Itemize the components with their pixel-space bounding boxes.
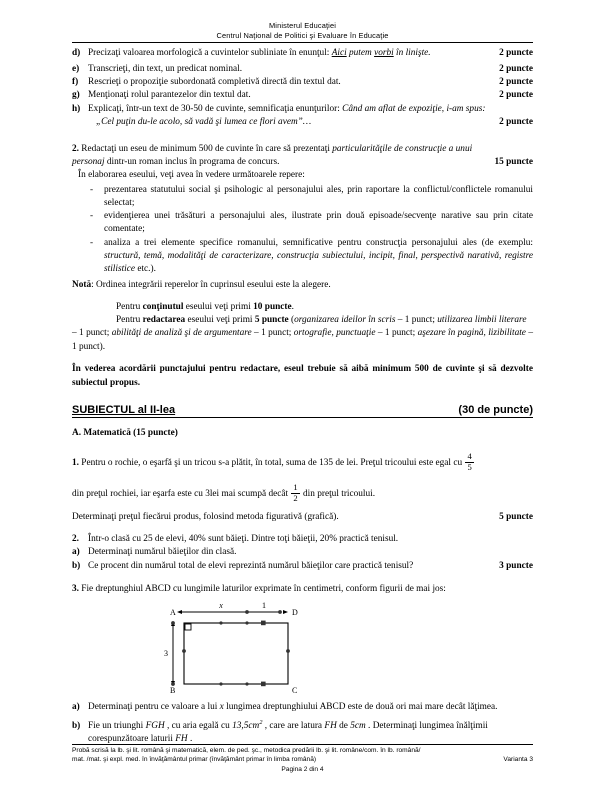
bullet-text-pre: analiza a trei elemente specifice romanului, semnificative pentru construcţia personajului ales (de exemplu: xyxy=(104,237,533,248)
math-problem-3-a xyxy=(72,701,533,714)
svg-text:B: B xyxy=(170,685,176,695)
question-item-d xyxy=(72,47,533,60)
problem-number: 2. xyxy=(72,533,79,544)
math-problem-2-a xyxy=(72,546,533,559)
math-problem-2 xyxy=(72,533,533,546)
math-problem-3 xyxy=(72,583,533,596)
header-center: Centrul Naţional de Politici şi Evaluare în Educaţie xyxy=(216,30,389,40)
points-value: 5 puncte xyxy=(499,511,533,522)
subject-points: (30 de puncte) xyxy=(458,404,533,417)
sub-question-text: Determinaţi numărul băieţilor din clasă. xyxy=(88,547,237,558)
sep-1: – 1 punct; xyxy=(395,315,438,326)
scoring-pre: Pentru xyxy=(116,301,143,312)
sub-b-3: de xyxy=(336,721,351,732)
footer-main-row xyxy=(72,746,533,764)
task-lead-italic: particularităţile de construcţie a unui xyxy=(332,143,473,154)
problem-number: 3. xyxy=(72,584,79,595)
points-value: 2 puncte xyxy=(499,63,533,74)
bullet-text-italic: structură, temă, modalităţi de caracterizare, construcţia subiectului, incipit, final, perspectivă narativă, registre stilistice xyxy=(104,250,533,275)
question-text xyxy=(88,47,487,60)
task-lead-a: Redactaţi un eseu de minimum 500 de cuvinte în care să prezentaţi xyxy=(78,143,333,154)
scoring-mid: eseului veţi primi xyxy=(183,301,254,312)
problem-number: 1. xyxy=(72,457,79,468)
task-lead-b: dintr-un roman inclus în programa de concurs. xyxy=(104,157,280,168)
task-2-lead xyxy=(72,143,533,156)
criterion-4: ortografie, punctuaţie xyxy=(293,328,376,339)
points-value: 2 puncte xyxy=(499,48,533,59)
task-2-intro: În elaborarea eseului, veţi avea în vedere următoarele repere: xyxy=(78,170,305,181)
sub-b-4: . Determinaţi lungimea înălţimii corespunzătoare laturii xyxy=(88,721,488,745)
fraction-numerator: 1 xyxy=(293,482,298,493)
bullet-text: evidenţierea unei trăsături a personajului ales, ilustrate prin două episoade/secvenţe narative sau prin citate comentate; xyxy=(104,211,533,235)
task-number: 2. xyxy=(72,143,79,154)
document-page xyxy=(72,0,533,789)
problem-3-stem: Fie dreptunghiul ABCD cu lungimile laturilor exprimate în centimetri, conform figurii de mai jos: xyxy=(78,584,446,595)
bullet-text xyxy=(104,237,533,277)
note-text: : Ordinea integrării reperelor în cuprinsul eseului este la alegere. xyxy=(91,280,331,291)
question-letter: e) xyxy=(72,63,80,74)
sub-b-1: , cu aria egală cu xyxy=(164,721,233,732)
question-letter: h) xyxy=(72,103,81,114)
scoring-bold-2: 10 puncte xyxy=(253,301,292,312)
scoring-bold-1: conţinutul xyxy=(142,301,184,312)
problem-1-text-b3: mai scumpă decât xyxy=(219,488,291,499)
sep-5: – 1 punct). xyxy=(72,328,533,352)
side-length-value: 5cm xyxy=(350,721,366,732)
note-line xyxy=(72,279,533,292)
quote-lead: Când am aflat de expoziţie, i-am spus: xyxy=(342,103,486,114)
subject-title: SUBIECTUL al II-lea xyxy=(72,404,176,417)
question-letter: g) xyxy=(72,90,80,101)
svg-text:3: 3 xyxy=(164,648,168,658)
scoring2-bold-1: redactarea xyxy=(142,315,186,326)
criterion-2: utilizarea limbii literare xyxy=(437,315,527,326)
sub-question-letter: b) xyxy=(72,721,81,732)
bullet-item xyxy=(72,184,533,210)
svg-text:1: 1 xyxy=(262,600,266,610)
dash-marker: - xyxy=(90,237,94,248)
question-text-plain: Explicaţi, într-un text de 30-50 de cuvinte, semnificaţia enunţurilor: xyxy=(88,103,343,114)
sub-question-letter: a) xyxy=(72,547,80,558)
criterion-1: organizarea ideilor în scris xyxy=(294,315,396,326)
problem-1-text-c: din preţul tricoului. xyxy=(300,488,376,499)
sub-question-text xyxy=(88,701,533,714)
side-fh-2: FH xyxy=(175,734,188,745)
points-value: 3 puncte xyxy=(499,560,533,571)
dash-marker: - xyxy=(90,184,94,195)
document-footer xyxy=(72,744,533,774)
footer-description xyxy=(72,746,495,764)
problem-1-instruction-text: Determinaţi preţul fiecărui produs, folosind metoda figurativă (grafică). xyxy=(72,511,339,522)
italic-seg-1: putem xyxy=(346,48,375,59)
svg-text:D: D xyxy=(292,607,298,617)
question-item-f xyxy=(72,76,533,89)
question-text: Menţionaţi rolul parantezelor din textul dat. xyxy=(88,90,251,101)
fraction-denominator: 5 xyxy=(467,461,472,472)
criterion-3: abilităţi de analiză şi de argumentare xyxy=(111,328,252,339)
sub-question-letter: b) xyxy=(72,560,81,571)
problem-1-text: Pentru o rochie, o eşarfă şi un tricou s-a plătit, în total, suma de 135 de lei. Preţul tricoului este egal cu xyxy=(78,457,465,468)
variable-x: x xyxy=(219,701,224,712)
points-value: 15 puncte xyxy=(494,157,533,168)
variant-label: Varianta 3 xyxy=(503,756,533,763)
fraction-four-fifths xyxy=(465,452,473,472)
header-ministry: Ministerul Educaţiei xyxy=(268,21,337,30)
sep-3: – 1 punct; xyxy=(251,328,294,339)
bullet-text: prezentarea statutului social şi psihologic al personajului ales, prin raportare la conflictul/conflictele romanului selectat; xyxy=(104,184,533,209)
side-fh-1: FH xyxy=(324,721,337,732)
points-value: 2 puncte xyxy=(499,77,533,87)
rectangle-figure xyxy=(72,600,533,699)
svg-text:C: C xyxy=(292,685,298,695)
scoring2-bold-2: 5 puncte xyxy=(254,315,289,326)
underlined-word-1: Aici xyxy=(331,48,347,59)
math-problem-1-instruction xyxy=(72,511,533,524)
task-lead-italic2: personaj xyxy=(72,157,105,168)
scoring-content-line xyxy=(72,301,533,314)
note-label: Notă xyxy=(72,280,92,291)
task-lead-line2 xyxy=(72,156,487,169)
requirement-text: În vederea acordării punctajului pentru redactare, eseul trebuie să aibă minimum 500 de cuvinte şi să dezvolte subiectul propus. xyxy=(72,364,533,388)
scoring-redaction-cont xyxy=(72,327,533,354)
bullet-text-post: etc.). xyxy=(135,264,156,275)
footer-line-2: mat. /mat. şi expl. med. în învăţământul primar (învăţământ primar în limba română) xyxy=(72,756,317,763)
scoring-post: . xyxy=(291,301,294,312)
question-text: Transcrieţi, din text, un predicat nominal. xyxy=(88,63,243,74)
quote-text: „Cel puţin du-le acolo, să vadă şi lumea ce flori avem”… xyxy=(96,117,312,128)
question-letter: f) xyxy=(72,77,79,87)
math-section-heading: A. Matematică (15 puncte) xyxy=(72,428,178,439)
scoring2-pre: Pentru xyxy=(116,315,143,326)
question-item-h-continuation xyxy=(72,116,533,129)
problem-2-stem: Într-o clasă cu 25 de elevi, 40% sunt băieţi. Dintre toţi băieţii, 20% practică tenisul. xyxy=(88,533,399,544)
scoring-redaction-line xyxy=(72,314,533,327)
criterion-5: aşezare în pagină, lizibilitate xyxy=(417,328,526,339)
fraction-one-half xyxy=(291,483,299,503)
math-problem-1-cont xyxy=(72,484,533,504)
sub-question-text: Ce procent din numărul total de elevi reprezintă numărul băieţilor care practică tenisul? xyxy=(88,560,414,571)
sub-b-pre: Fie un triunghi xyxy=(88,721,146,732)
problem-1-text-b: din preţul rochiei, iar eşarfa este cu xyxy=(72,488,206,499)
svg-text:x: x xyxy=(219,600,223,610)
task-2-lead-line2 xyxy=(72,156,533,169)
sub-question-letter: a) xyxy=(72,701,80,712)
math-problem-3-b xyxy=(72,716,533,747)
points-value: 2 puncte xyxy=(499,90,533,101)
subject-2-heading xyxy=(72,404,533,418)
math-problem-2-b xyxy=(72,560,533,573)
math-problem-1 xyxy=(72,453,533,473)
question-item-g xyxy=(72,89,533,102)
question-item-h xyxy=(72,103,533,116)
area-value: 13,5cm xyxy=(232,721,260,732)
sub-a-post: lungimea dreptunghiului ABCD este de două ori mai mare decât lăţimea. xyxy=(223,701,498,712)
fraction-numerator: 4 xyxy=(467,451,472,462)
document-header xyxy=(72,0,533,43)
area-exponent: 2 xyxy=(259,718,263,726)
footer-divider xyxy=(72,744,533,745)
page-number: Pagina 2 din 4 xyxy=(281,766,324,773)
triangle-fgh-1: FGH xyxy=(145,721,165,732)
question-letter: d) xyxy=(72,48,81,59)
fraction-denominator: 2 xyxy=(293,492,298,503)
italic-seg-2: în linişte. xyxy=(393,48,431,59)
scoring2-mid: eseului veţi primi xyxy=(185,315,255,326)
sub-b-2: , care are latura xyxy=(262,721,325,732)
question-text-plain: Precizaţi valoarea morfologică a cuvintelor subliniate în enunţul: xyxy=(88,48,332,59)
question-text xyxy=(88,103,533,116)
header-divider xyxy=(72,42,533,43)
sep-4: – 1 punct; xyxy=(375,328,418,339)
bullet-item xyxy=(72,237,533,277)
problem-1-value-3lei: 3lei xyxy=(205,488,220,499)
question-text: Rescrieţi o propoziţie subordonată completivă directă din textul dat. xyxy=(88,77,341,87)
scoring2-paren: ( xyxy=(288,315,295,326)
underlined-word-2: vorbi xyxy=(374,48,394,59)
bullet-item xyxy=(72,210,533,236)
sep-2: – 1 punct; xyxy=(72,328,112,339)
footer-variant xyxy=(495,746,533,764)
footer-line-1: Probă scrisă la lb. şi lit. română şi matematică, elem. de ped. şc., metodica predării lb. şi lit. române/com. în lb. română/ xyxy=(72,747,421,754)
sub-b-5: . xyxy=(187,734,193,745)
dash-marker: - xyxy=(90,211,94,222)
sub-question-text xyxy=(88,716,533,747)
question-item-e xyxy=(72,63,533,76)
rectangle-abcd-diagram xyxy=(164,600,318,695)
points-value: 2 puncte xyxy=(499,117,533,128)
sub-a-pre: Determinaţi pentru ce valoare a lui xyxy=(88,701,220,712)
svg-text:A: A xyxy=(170,607,176,617)
